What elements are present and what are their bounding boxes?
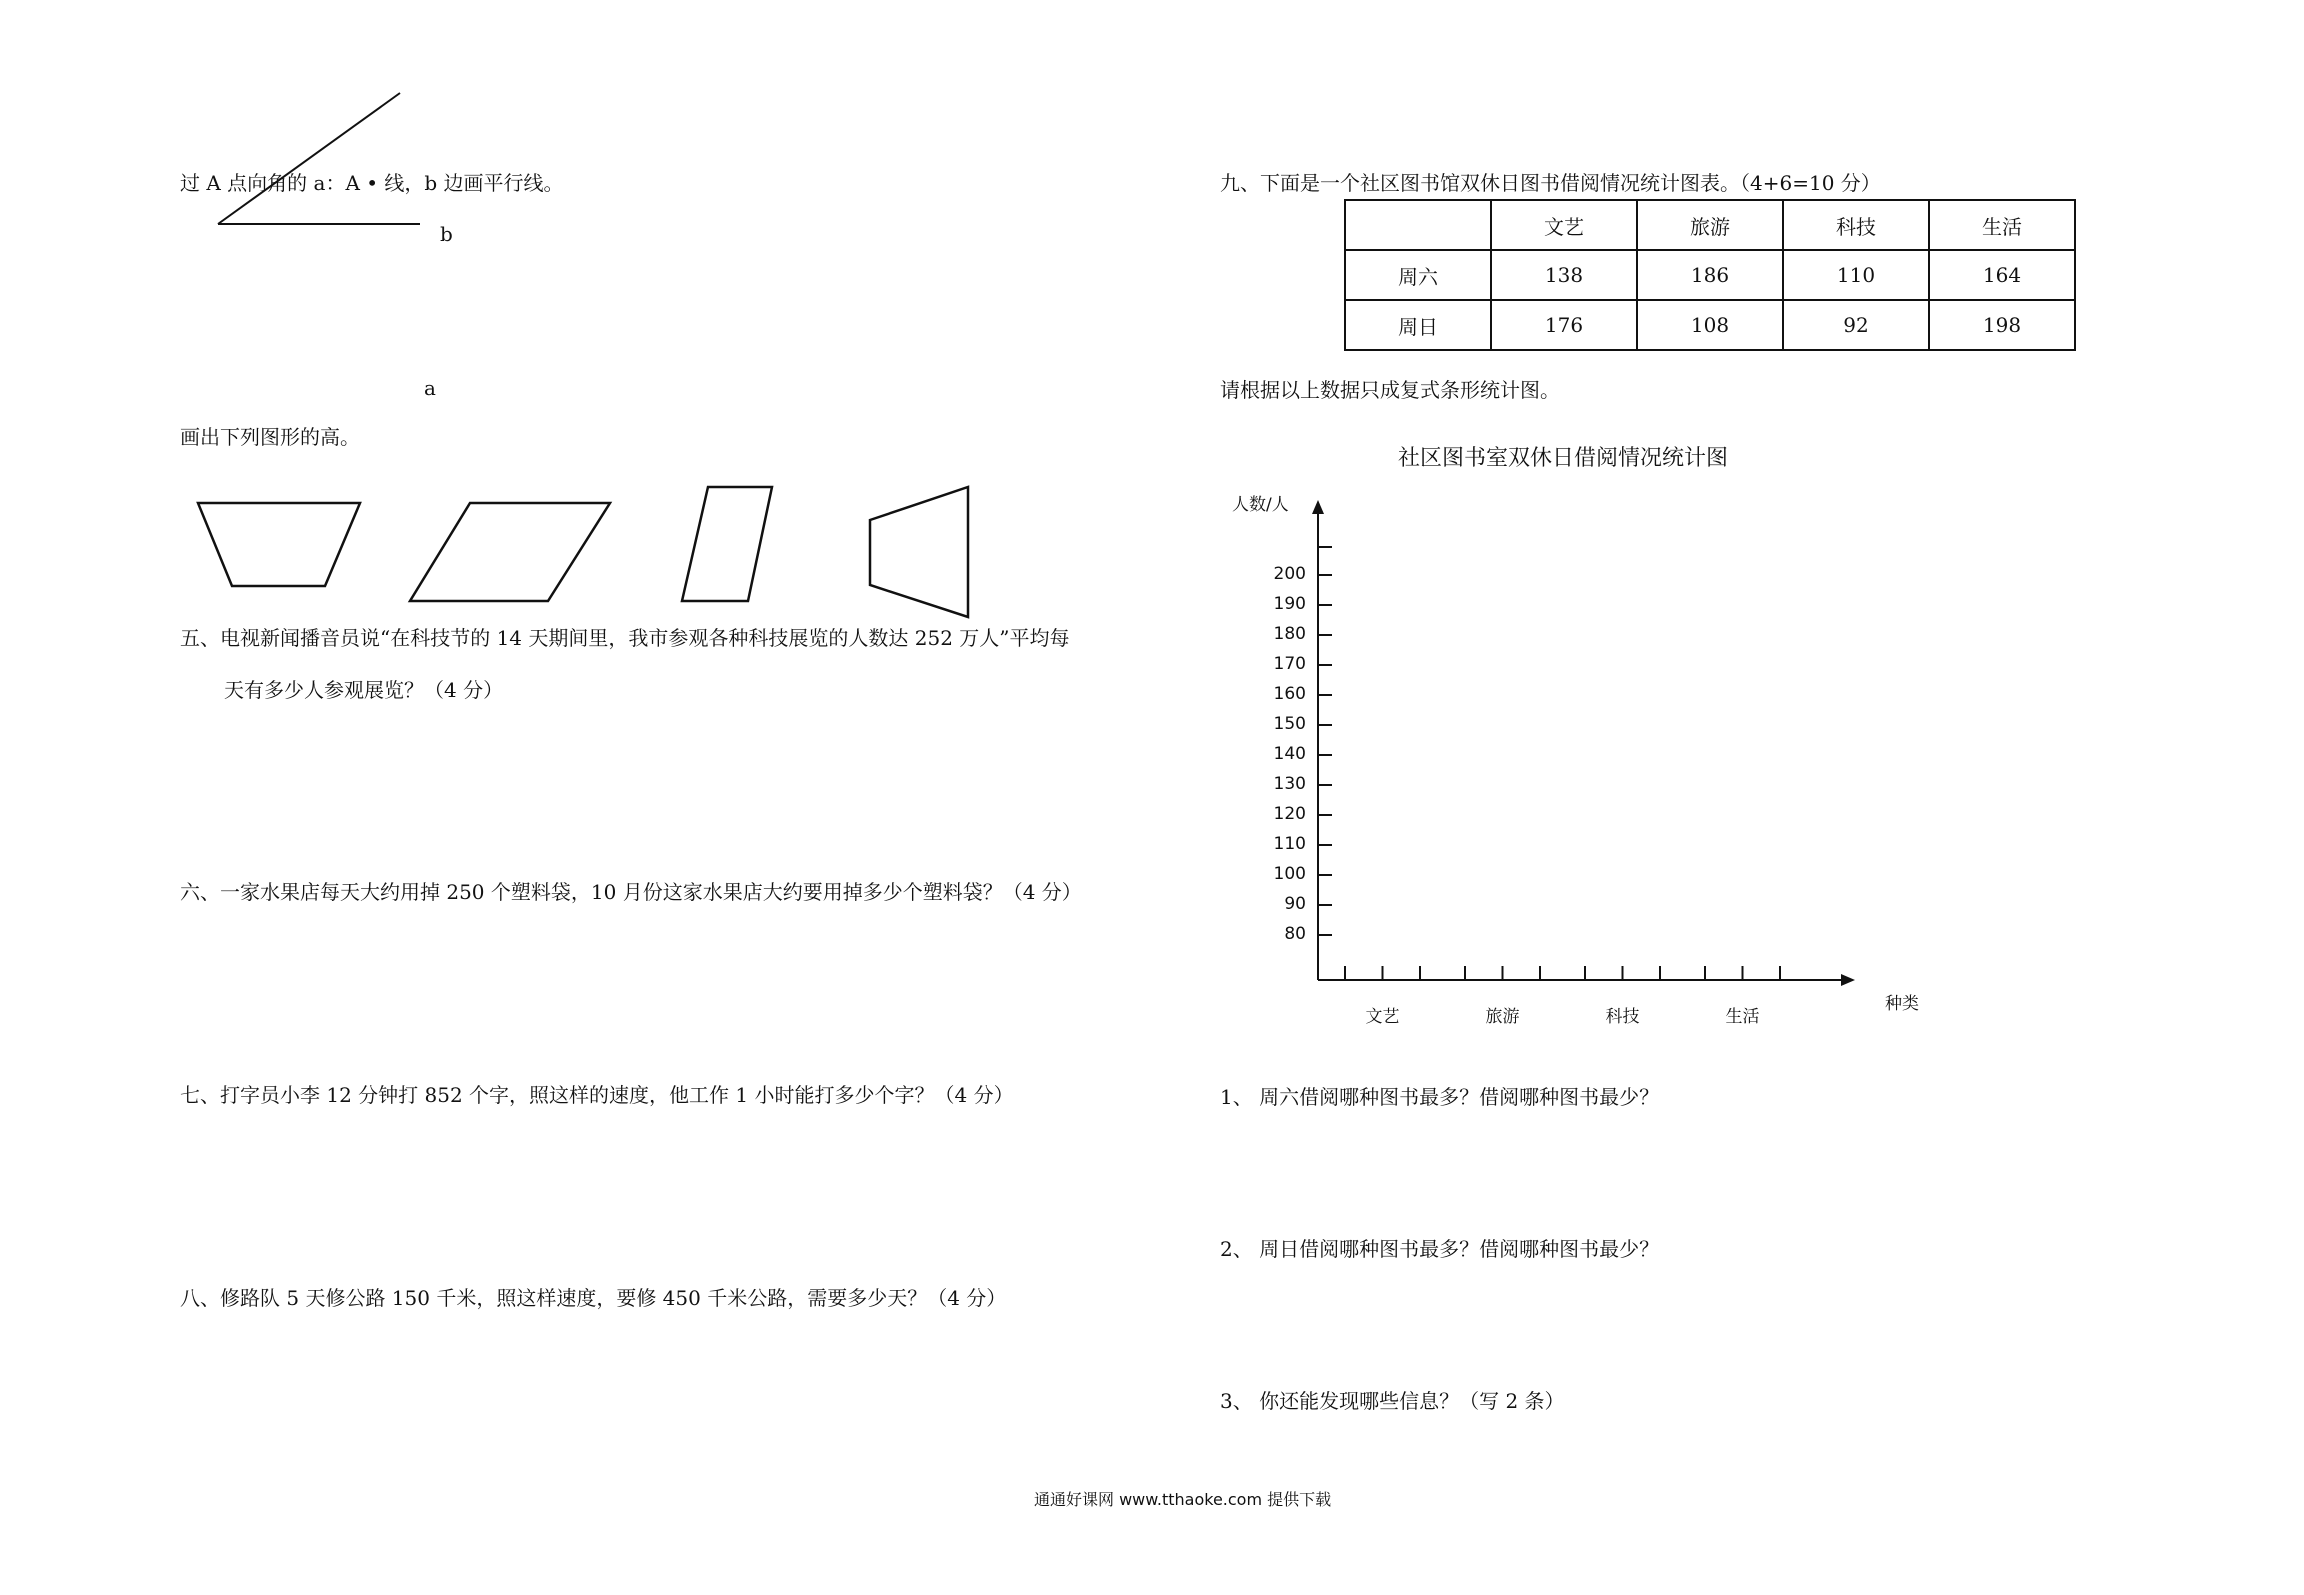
chart-instruction: 请根据以上数据只成复式条形统计图。 [1220, 378, 1560, 402]
question-5-line-1: 五、电视新闻播音员说“在科技节的 14 天期间里，我市参观各种科技展览的人数达 252 万人”平均每 [180, 626, 1070, 650]
y-tick-label: 160 [1273, 684, 1306, 704]
table-cell: 138 [1491, 250, 1637, 300]
question-5-line-2: 天有多少人参观展览？（4 分） [224, 678, 504, 702]
table-cell: 186 [1637, 250, 1783, 300]
question-9-title: 九、下面是一个社区图书馆双休日图书借阅情况统计图表。（4+6=10 分） [1220, 171, 1881, 195]
y-tick-label: 140 [1273, 744, 1306, 764]
heights-instruction: 画出下列图形的高。 [180, 425, 360, 449]
question-6: 六、一家水果店每天大约用掉 250 个塑料袋，10 月份这家水果店大约要用掉多少个塑料袋？（4 分） [180, 880, 1082, 904]
table-cell: 108 [1637, 300, 1783, 350]
table-cell: 周六 [1345, 250, 1491, 300]
y-tick-label: 190 [1273, 594, 1306, 614]
table-header-cell: 科技 [1783, 200, 1929, 250]
label-b: b [440, 222, 453, 246]
table-cell: 110 [1783, 250, 1929, 300]
y-tick-label: 150 [1273, 714, 1306, 734]
y-tick-label: 120 [1273, 804, 1306, 824]
x-category-label: 生活 [1725, 1007, 1760, 1027]
y-axis-label: 人数/人 [1232, 495, 1289, 515]
x-axis-label: 种类 [1885, 994, 1919, 1014]
sub-question-2: 2、 周日借阅哪种图书最多？借阅哪种图书最少？ [1220, 1237, 1660, 1261]
y-tick-label: 180 [1273, 624, 1306, 644]
table-cell: 198 [1929, 300, 2075, 350]
table-cell: 176 [1491, 300, 1637, 350]
y-tick-label: 100 [1273, 864, 1306, 884]
table-header-cell: 生活 [1929, 200, 2075, 250]
x-category-label: 科技 [1605, 1007, 1640, 1027]
y-tick-label: 110 [1273, 834, 1306, 854]
table-cell: 92 [1783, 300, 1929, 350]
y-tick-label: 90 [1284, 894, 1306, 914]
parallel-line-instruction: 过 A 点向角的 a：A • 线，b 边画平行线。 [180, 171, 564, 195]
table-cell: 164 [1929, 250, 2075, 300]
table-header-cell: 旅游 [1637, 200, 1783, 250]
question-8: 八、修路队 5 天修公路 150 千米，照这样速度，要修 450 千米公路，需要多少天？（4 分） [180, 1286, 1007, 1310]
y-tick-label: 170 [1273, 654, 1306, 674]
y-tick-label: 200 [1273, 564, 1306, 584]
label-a: a [424, 376, 436, 400]
y-tick-label: 80 [1284, 924, 1306, 944]
chart-title: 社区图书室双休日借阅情况统计图 [1398, 446, 1729, 471]
footer-credit: 通通好课网 www.tthaoke.com 提供下载 [1034, 1490, 1332, 1509]
y-axis-arrow-icon [1312, 500, 1324, 514]
table-header-cell: 文艺 [1491, 200, 1637, 250]
x-category-label: 旅游 [1485, 1007, 1520, 1027]
x-axis-arrow-icon [1841, 974, 1855, 986]
y-tick-label: 130 [1273, 774, 1306, 794]
table-cell: 周日 [1345, 300, 1491, 350]
sub-question-1: 1、 周六借阅哪种图书最多？借阅哪种图书最少？ [1220, 1085, 1660, 1109]
x-category-label: 文艺 [1365, 1007, 1400, 1027]
sub-question-3: 3、 你还能发现哪些信息？（写 2 条） [1220, 1389, 1565, 1413]
question-7: 七、打字员小李 12 分钟打 852 个字，照这样的速度，他工作 1 小时能打多少个字？（4 分） [180, 1083, 1014, 1107]
